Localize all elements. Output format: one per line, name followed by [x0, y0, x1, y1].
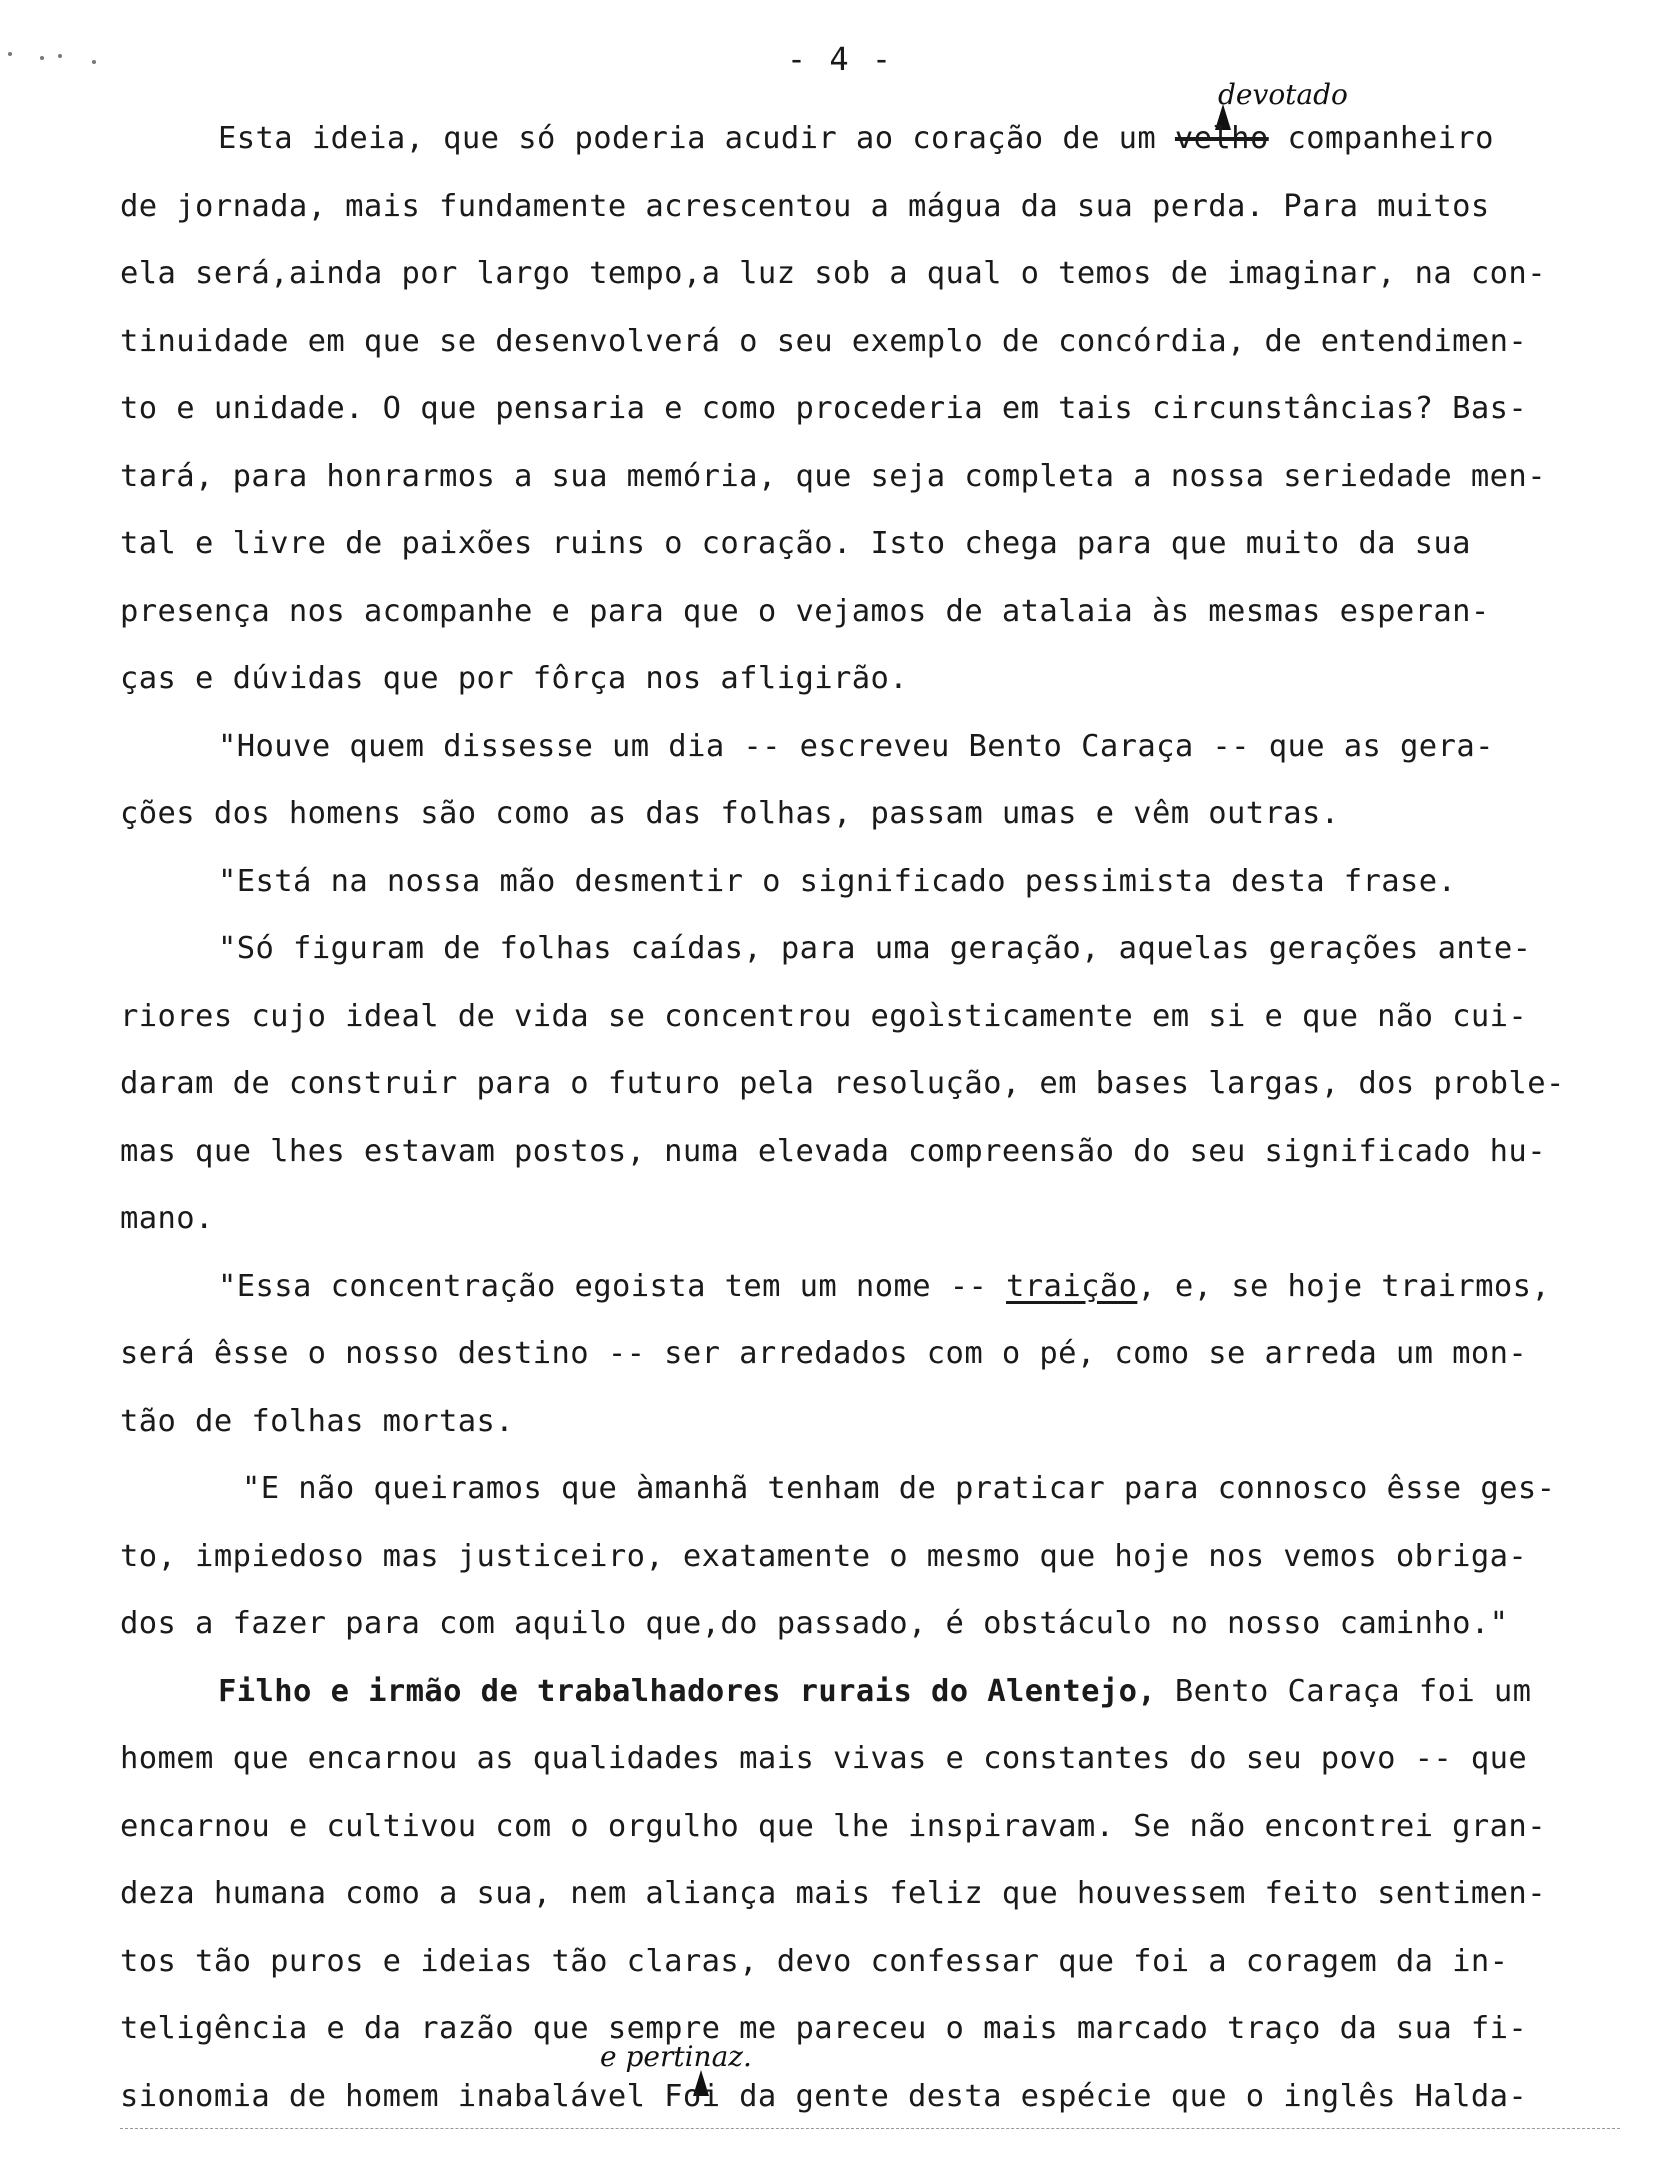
text-line [120, 1658, 1620, 1726]
text-line: tinuidade em que se desenvolverá o seu exemplo de concórdia, de entendimen- [120, 323, 1528, 359]
struck-word: velho [1174, 121, 1269, 156]
text-line: "Está na nossa mão desmentir o significado pessimista desta frase. [218, 863, 1457, 899]
text-line: "Houve quem dissesse um dia -- escreveu Bento Caraça -- que as gera- [218, 728, 1494, 764]
text-line: de jornada, mais fundamente acrescentou a mágua da sua perda. Para muitos [120, 188, 1490, 224]
text-line: mas que lhes estavam postos, numa elevada compreensão do seu significado hu- [120, 1133, 1546, 1169]
text-line: tos tão puros e ideias tão claras, devo confessar que foi a coragem da in- [120, 1943, 1509, 1979]
text-span: "Essa concentração egoista tem um nome -- [218, 1268, 1007, 1304]
text-line: presença nos acompanhe e para que o vejamos de atalaia às mesmas esperan- [120, 593, 1490, 629]
text-span: sionomia de homem inabalável [120, 2078, 646, 2114]
text-line: tará, para honrarmos a sua memória, que seja completa a nossa seriedade men- [120, 458, 1546, 494]
scan-bottom-edge [120, 2128, 1620, 2129]
text-line: mano. [120, 1201, 214, 1236]
text-line: teligência e da razão que sempre me pareceu o mais marcado traço da sua fi- [120, 2011, 1528, 2046]
text-span: , e, se hoje trairmos, [1137, 1268, 1551, 1304]
document-body [120, 105, 1620, 2130]
text-line: ções dos homens são como as das folhas, passam umas e vêm outras. [120, 796, 1340, 831]
text-line: ela será,ainda por largo tempo,a luz sob a qual o temos de imaginar, na con- [120, 256, 1546, 291]
text-line: tão de folhas mortas. [120, 1403, 515, 1439]
text-line: tal e livre de paixões ruins o coração. Isto chega para que muito da sua [120, 526, 1471, 561]
handwritten-annotation: devotado [1218, 78, 1348, 111]
text-line: dos a fazer para com aquilo que,do passado, é obstáculo no nosso caminho." [120, 1606, 1509, 1641]
text-line [120, 1253, 1620, 1321]
text-line: deza humana como a sua, nem aliança mais feliz que houvessem feito sentimen- [120, 1876, 1546, 1911]
text-line: encarnou e cultivou com o orgulho que lhe inspiravam. Se não encontrei gran- [120, 1808, 1546, 1844]
handwritten-annotation: e pertinaz. [600, 2040, 752, 2073]
bold-phrase: Filho e irmão de trabalhadores rurais do Alentejo, [218, 1673, 1157, 1709]
text-line: será êsse o nosso destino -- ser arredados com o pé, como se arreda um mon- [120, 1336, 1528, 1371]
text-span: Bento Caraça foi um [1156, 1673, 1532, 1709]
text-line: daram de construir para o futuro pela resolução, em bases largas, dos proble- [120, 1066, 1565, 1101]
text-line: to, impiedoso mas justiceiro, exatamente o mesmo que hoje nos vemos obriga- [120, 1538, 1528, 1574]
text-span: companheiro [1268, 121, 1494, 156]
text-line [120, 105, 1620, 173]
text-line: "Só figuram de folhas caídas, para uma geração, aquelas gerações ante- [218, 931, 1532, 966]
text-span: Foi da gente desta espécie que o inglês Halda- [645, 2078, 1528, 2114]
text-line: homem que encarnou as qualidades mais vivas e constantes do seu povo -- que [120, 1741, 1528, 1776]
text-line: ças e dúvidas que por fôrça nos afligirão. [120, 661, 909, 696]
text-line: riores cujo ideal de vida se concentrou egoìsticamente em si e que não cui- [120, 998, 1528, 1034]
text-span: Esta ideia, que só poderia acudir ao coração de um [218, 121, 1175, 156]
text-line: "E não queiramos que àmanhã tenham de praticar para connosco êsse ges- [242, 1471, 1556, 1506]
text-line [120, 2063, 1620, 2131]
page-number: - 4 - [786, 40, 894, 78]
text-line: to e unidade. O que pensaria e como procederia em tais circunstâncias? Bas- [120, 391, 1528, 426]
underlined-word: traição [1006, 1268, 1138, 1304]
